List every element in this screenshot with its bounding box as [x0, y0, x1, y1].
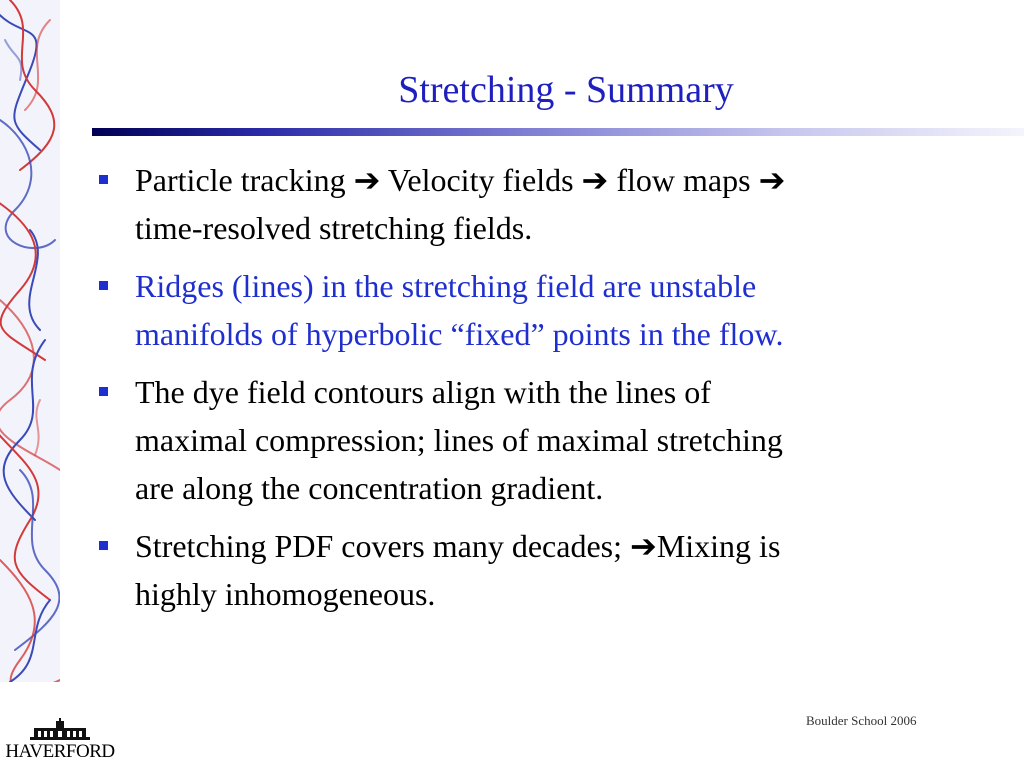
- bullet-item: [96, 156, 976, 252]
- flow-field-strip-icon: [0, 0, 60, 682]
- bullet-square-icon: [99, 175, 108, 184]
- bullet-list: [96, 156, 976, 628]
- bullet-item: [96, 262, 976, 358]
- bullet-line: Ridges (lines) in the stretching field are unstable: [135, 268, 757, 304]
- slide-title: Stretching - Summary: [398, 69, 734, 111]
- haverford-logo: [4, 718, 116, 766]
- bullet-square-icon: [99, 541, 108, 550]
- bullet-line: maximal compression; lines of maximal stretching: [135, 422, 783, 458]
- bullet-line: are along the concentration gradient.: [135, 470, 604, 506]
- bullet-line: Stretching PDF covers many decades; ➔Mixing is: [135, 528, 781, 564]
- bullet-line: The dye field contours align with the lines of: [135, 374, 711, 410]
- logo-text: HAVERFORD: [5, 741, 115, 762]
- bullet-item: [96, 368, 976, 512]
- college-building-icon: [4, 718, 116, 742]
- bullet-item: [96, 522, 976, 618]
- bullet-line: highly inhomogeneous.: [135, 576, 436, 612]
- bullet-square-icon: [99, 281, 108, 290]
- bullet-line: Particle tracking ➔ Velocity fields ➔ flow maps ➔: [135, 162, 786, 198]
- bullet-square-icon: [99, 387, 108, 396]
- bullet-line: manifolds of hyperbolic “fixed” points in the flow.: [135, 316, 784, 352]
- title-divider: [92, 128, 1024, 136]
- bullet-line: time-resolved stretching fields.: [135, 210, 533, 246]
- flow-field-decoration: [0, 0, 60, 682]
- footer-text: Boulder School 2006: [806, 713, 917, 728]
